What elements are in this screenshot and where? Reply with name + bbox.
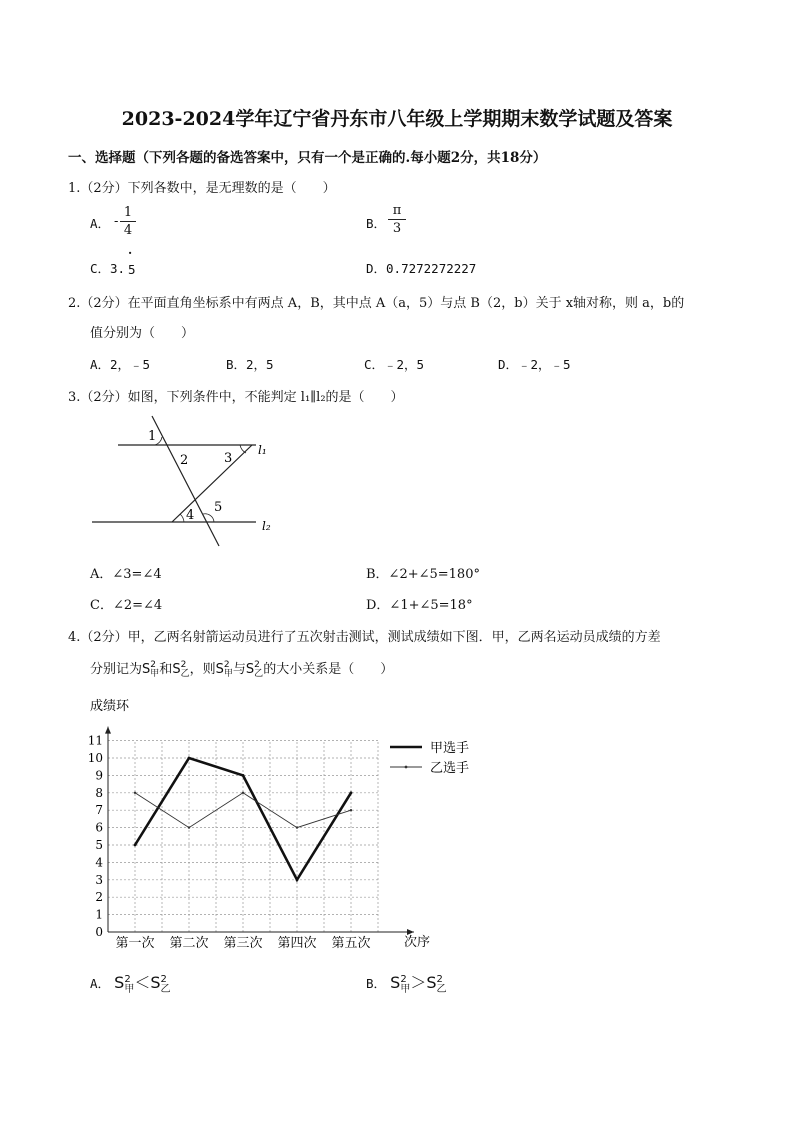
angle-4-arc xyxy=(180,514,184,522)
var-s-yi-2: S 2 乙 xyxy=(245,659,264,679)
q1-option-a-denominator: 4 xyxy=(123,223,133,238)
q1-option-b-numerator: π xyxy=(392,203,402,218)
y-tick-label: 11 xyxy=(87,733,103,748)
q2-option-c: C．﹣2，5 xyxy=(364,357,425,372)
y-tick-label: 2 xyxy=(95,890,103,905)
q4-option-a: A． S 2 甲 ＜S 2 乙 xyxy=(90,973,171,995)
q4-stem-line1: 4.（2分）甲，乙两名射箭运动员进行了五次射击测试，测试成绩如下图．甲，乙两名运动员成绩的方差 xyxy=(68,630,661,645)
series-2-point xyxy=(350,809,352,811)
series-1-point xyxy=(134,844,137,847)
q4-text-fenbie: 分别记为 xyxy=(90,662,143,677)
q3-option-b: B．∠2+∠5=180° xyxy=(366,567,480,582)
legend-label-1: 甲选手 xyxy=(430,741,470,756)
y-axis-arrow xyxy=(105,727,111,734)
fig-label-l2: l₂ xyxy=(262,519,271,533)
q2-option-a: A．2，﹣5 xyxy=(90,357,151,372)
x-tick-label: 第二次 xyxy=(169,936,209,951)
q1-option-c-digit: 5 xyxy=(128,262,136,277)
transversal-1 xyxy=(152,416,219,546)
chart-grid xyxy=(108,741,378,932)
x-tick-label: 第三次 xyxy=(223,936,263,951)
series-1-point xyxy=(296,878,299,881)
chart-yticks xyxy=(88,734,104,939)
y-tick-label: 9 xyxy=(95,768,103,783)
q4-text-he: 和 xyxy=(159,662,173,677)
y-tick-label: 8 xyxy=(95,785,103,800)
q2-stem-line1: 2.（2分）在平面直角坐标系中有两点 A，B，其中点 A（a，5）与点 B（2，b）关于 x轴对称，则 a，b的 xyxy=(68,296,685,311)
fig-label-5: 5 xyxy=(214,500,223,515)
q3-parallel-lines-figure xyxy=(88,410,288,550)
y-tick-label: 5 xyxy=(95,838,103,852)
x-tick-label: 第五次 xyxy=(331,936,371,951)
series-2-point xyxy=(242,792,244,794)
page-title: 2023-2024学年辽宁省丹东市八年级上学期期末数学试题及答案 xyxy=(121,108,673,130)
q1-option-a-sign: - xyxy=(114,214,119,229)
q1-option-d: D．0.7272272227 xyxy=(366,261,477,276)
q3-option-d: D．∠1+∠5=18° xyxy=(366,598,473,613)
q3-stem: 3.（2分）如图，下列条件中，不能判定 l₁∥l₂的是（ ） xyxy=(68,390,404,405)
chart-axes xyxy=(105,727,414,935)
y-tick-label: 3 xyxy=(95,872,103,887)
q2-option-b: B．2，5 xyxy=(226,357,274,372)
q1-option-a-fraction xyxy=(120,205,136,238)
var-s-yi-1: S 2 乙 xyxy=(172,659,190,679)
x-tick-label: 第四次 xyxy=(277,936,317,951)
q1-option-a-numerator: 1 xyxy=(123,205,133,220)
fig-label-l1: l₁ xyxy=(258,443,267,457)
chart-legend xyxy=(390,740,469,776)
series-1-point xyxy=(350,791,353,794)
y-tick-label: 0 xyxy=(95,925,103,939)
chart-xticks xyxy=(115,935,370,951)
q4-stem-line2 xyxy=(90,658,393,679)
q1-option-a-label: A． xyxy=(90,216,111,231)
q4-text-yu: 与 xyxy=(232,662,246,677)
section-heading: 一、选择题（下列各题的备选答案中，只有一个是正确的.每小题2分，共18分） xyxy=(68,150,547,166)
fig-label-1: 1 xyxy=(148,429,157,444)
legend-label-2: 乙选手 xyxy=(430,761,470,776)
series-1-point xyxy=(188,757,191,760)
q1-option-c-label: C．3. xyxy=(90,261,126,276)
chart-ylabel: 成绩环 xyxy=(90,699,130,714)
q4-text-ze: ，则 xyxy=(189,662,216,677)
q2-stem-line2: 值分别为（ ） xyxy=(90,326,195,341)
legend-marker-2 xyxy=(405,766,408,769)
y-tick-label: 10 xyxy=(87,751,103,765)
q3-option-c: C．∠2=∠4 xyxy=(90,598,163,613)
var-s-jia-2: S 2 甲 xyxy=(215,659,233,679)
series-2-point xyxy=(188,826,190,828)
q4-text-tail: 的大小关系是（ ） xyxy=(263,662,394,677)
q1-option-b-fraction xyxy=(388,203,406,236)
fig-label-4: 4 xyxy=(186,508,195,523)
chart-xlabel: 次序 xyxy=(404,935,431,950)
fig-label-3: 3 xyxy=(224,451,233,466)
y-tick-label: 1 xyxy=(95,907,103,922)
q1-option-b-label: B． xyxy=(366,216,387,231)
y-tick-label: 6 xyxy=(95,820,103,835)
q4-option-b: B． S 2 甲 ＞S 2 乙 xyxy=(366,973,447,995)
q2-option-d: D．﹣2，﹣5 xyxy=(498,357,571,372)
x-tick-label: 第一次 xyxy=(115,936,155,951)
q1-stem: 1.（2分）下列各数中，是无理数的是（ ） xyxy=(68,181,336,196)
series-2-point xyxy=(134,792,136,794)
q1-option-c-repeat-dot: · xyxy=(128,246,133,260)
y-tick-label: 7 xyxy=(95,803,103,818)
series-2-point xyxy=(296,826,298,828)
fig-label-2: 2 xyxy=(180,453,189,468)
q1-option-b-denominator: 3 xyxy=(392,221,402,236)
q3-option-a: A．∠3=∠4 xyxy=(90,567,162,582)
q4-score-chart xyxy=(84,692,470,954)
var-s-jia-1: S 2 甲 xyxy=(142,659,160,679)
y-tick-label: 4 xyxy=(95,855,103,870)
series-1-point xyxy=(242,774,245,777)
